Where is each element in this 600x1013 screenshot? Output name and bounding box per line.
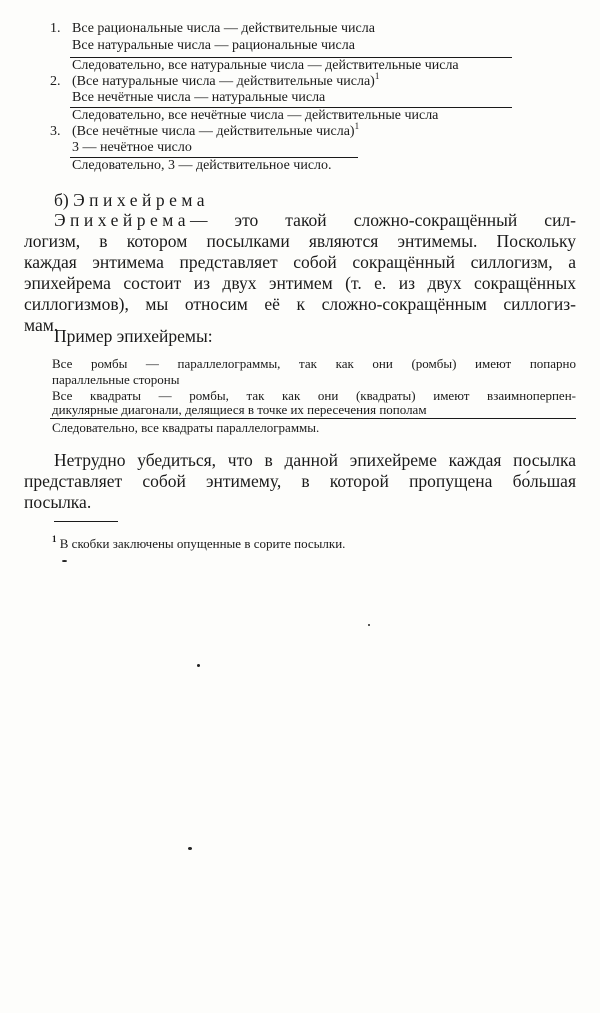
scan-speck <box>62 560 67 562</box>
footnote-mark: 1 <box>52 534 57 544</box>
example-premise-1-line-1: Все ромбы — параллелограммы, так как они (ромбы) имеют попарно <box>52 356 576 371</box>
example-premise-1-line-2: параллельные стороны <box>52 372 180 387</box>
syllogism-2-premise-1: 2. (Все натуральные числа — действительные числа)$^1$ <box>50 71 380 89</box>
scan-speck <box>368 624 370 626</box>
syllogism-2-premise-2: Все нечётные числа — натуральные числа <box>72 90 326 105</box>
section-heading: б) Эпихейрема <box>54 190 210 210</box>
syllogism-1-premise-1: 1. Все рациональные числа — действительные числа <box>50 21 375 36</box>
syllogism-3-premise-2: 3 — нечётное число <box>72 140 192 155</box>
footnote-text: В скобки заключены опущенные в сорите посылки. <box>59 536 346 551</box>
closing-paragraph: Нетрудно убедиться, что в данной эпихейреме каждая посылка представляет собой энтимему, в которой пропущена бо́льшая посылка. <box>24 450 576 512</box>
footnote-separator <box>54 521 118 522</box>
syllogism-3-premise-1: 3. (Все нечётные числа — действительные числа)$^1$ <box>50 121 360 139</box>
example-conclusion: Следовательно, все квадраты параллелограммы. <box>52 420 320 435</box>
footnote <box>52 536 345 551</box>
example-premise-2-line-2: дикулярные диагонали, делящиеся в точке их пересечения пополам <box>52 402 427 417</box>
term: Эпихейрема <box>54 210 190 230</box>
syllogism-3-conclusion: Следовательно, 3 — действительное число. <box>72 158 332 173</box>
definition-paragraph: Эпихейрема— это такой сложно-сокращённый сил- логизм, в котором посылками являются энтимемы. Поскольку каждая энтимема представляет собой сокращённый силлогизм, а эпихейрема состоит из двух энтимем (т. е. из двух сокращённых силлогизмов), мы относим её к сложно-сокращённым силлогиз- мам. <box>24 210 576 335</box>
syllogism-number: 3. <box>50 124 61 139</box>
footnote-ref: 1 <box>354 121 360 131</box>
scan-speck <box>197 664 200 667</box>
syllogism-2-conclusion: Следовательно, все нечётные числа — действительные числа <box>72 108 439 123</box>
example-title: Пример эпихейремы: <box>54 326 213 346</box>
section-heading-word: Эпихейрема <box>73 190 210 210</box>
example-rule <box>50 418 576 419</box>
syllogism-number: 1. <box>50 21 61 36</box>
syllogism-1-conclusion: Следовательно, все натуральные числа — действительные числа <box>72 58 459 73</box>
syllogism-1-premise-2: Все натуральные числа — рациональные числа <box>72 38 355 53</box>
footnote-ref: 1 <box>374 71 380 81</box>
example-premise-2-line-1: Все квадраты — ромбы, так как они (квадраты) имеют взаимноперпен- <box>52 388 576 403</box>
scan-speck <box>188 847 192 850</box>
syllogism-number: 2. <box>50 74 61 89</box>
